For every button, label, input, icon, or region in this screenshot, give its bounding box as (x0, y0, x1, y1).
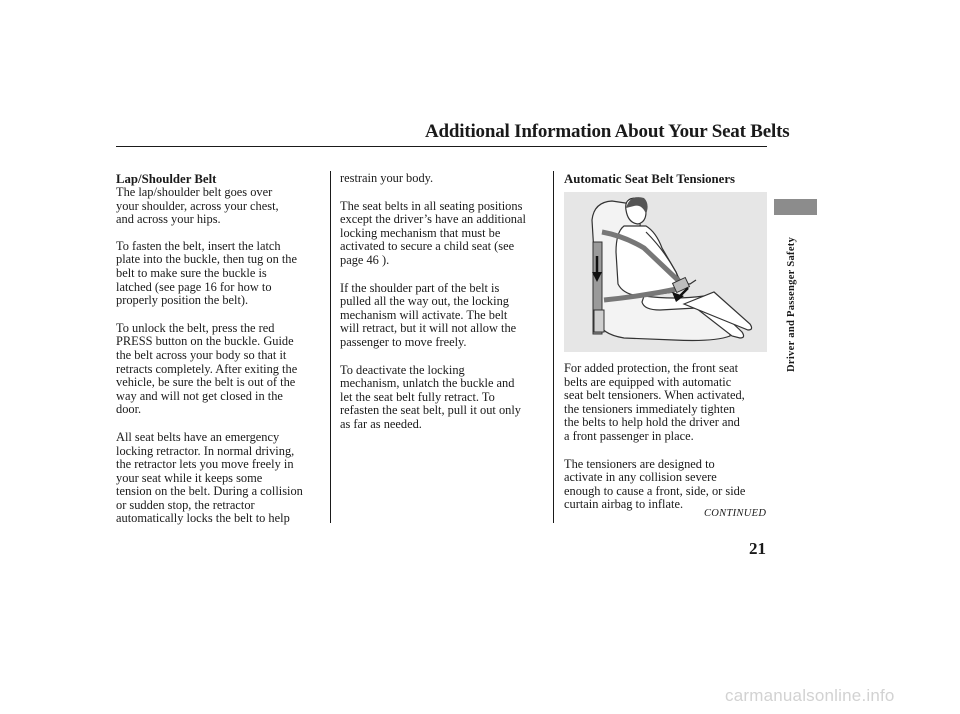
tensioners-heading: Automatic Seat Belt Tensioners (564, 172, 735, 186)
paragraph: The tensioners are designed to activate in any collision severe enough to cause a front, side, or side curtain airbag to inflate. (564, 456, 746, 512)
paragraph: All seat belts have an emergency locking retractor. In normal driving, the retractor lets you move freely in your seat while it keeps some tension on the belt. During a collision or sudden stop, the retractor automatically locks the belt to help (116, 429, 303, 526)
watermark: carmanualsonline.info (725, 686, 895, 705)
paragraph: For added protection, the front seat belts are equipped with automatic seat belt tensioners. When activated, the tensioners immediately tighten the belts to help hold the driver and a front passenger in place. (564, 361, 745, 443)
paragraph: To unlock the belt, press the red PRESS button on the buckle. Guide the belt across your body so that it retracts completely. After exiting the vehicle, be sure the belt is out of the way and will not get closed in the door. (116, 320, 298, 417)
left-column (116, 172, 328, 526)
paragraph: The lap/shoulder belt goes over your shoulder, across your chest, and across your hips. (116, 185, 279, 227)
paragraph: To fasten the belt, insert the latch plate into the buckle, then tug on the belt to make sure the buckle is latched (see page 16 for how to properly position the belt). (116, 238, 297, 308)
page-number: 21 (749, 539, 766, 558)
section-tab-marker (774, 199, 817, 215)
seat-belt-tensioner-illustration (564, 192, 767, 352)
paragraph: restrain your body. (340, 171, 434, 185)
right-column-heading-block (564, 172, 769, 186)
middle-column (340, 172, 552, 432)
lap-shoulder-belt-heading: Lap/Shoulder Belt (116, 172, 217, 186)
continued-label: CONTINUED (704, 508, 767, 519)
right-column (564, 362, 769, 512)
title-rule (116, 146, 767, 147)
paragraph: The seat belts in all seating positions except the driver’s have an additional locking mechanism that must be activated to secure a child seat (see page 46 ). (340, 198, 526, 267)
column-divider (553, 171, 554, 523)
page-title: Additional Information About Your Seat Belts (425, 121, 790, 142)
column-divider (330, 171, 331, 523)
paragraph: If the shoulder part of the belt is pulled all the way out, the locking mechanism will activate. The belt will retract, but it will not allow the passenger to move freely. (340, 280, 517, 349)
paragraph: To deactivate the locking mechanism, unlatch the buckle and let the seat belt fully retract. To refasten the seat belt, pull it out only as far as needed. (340, 362, 521, 431)
section-side-label: Driver and Passenger Safety (786, 236, 797, 372)
